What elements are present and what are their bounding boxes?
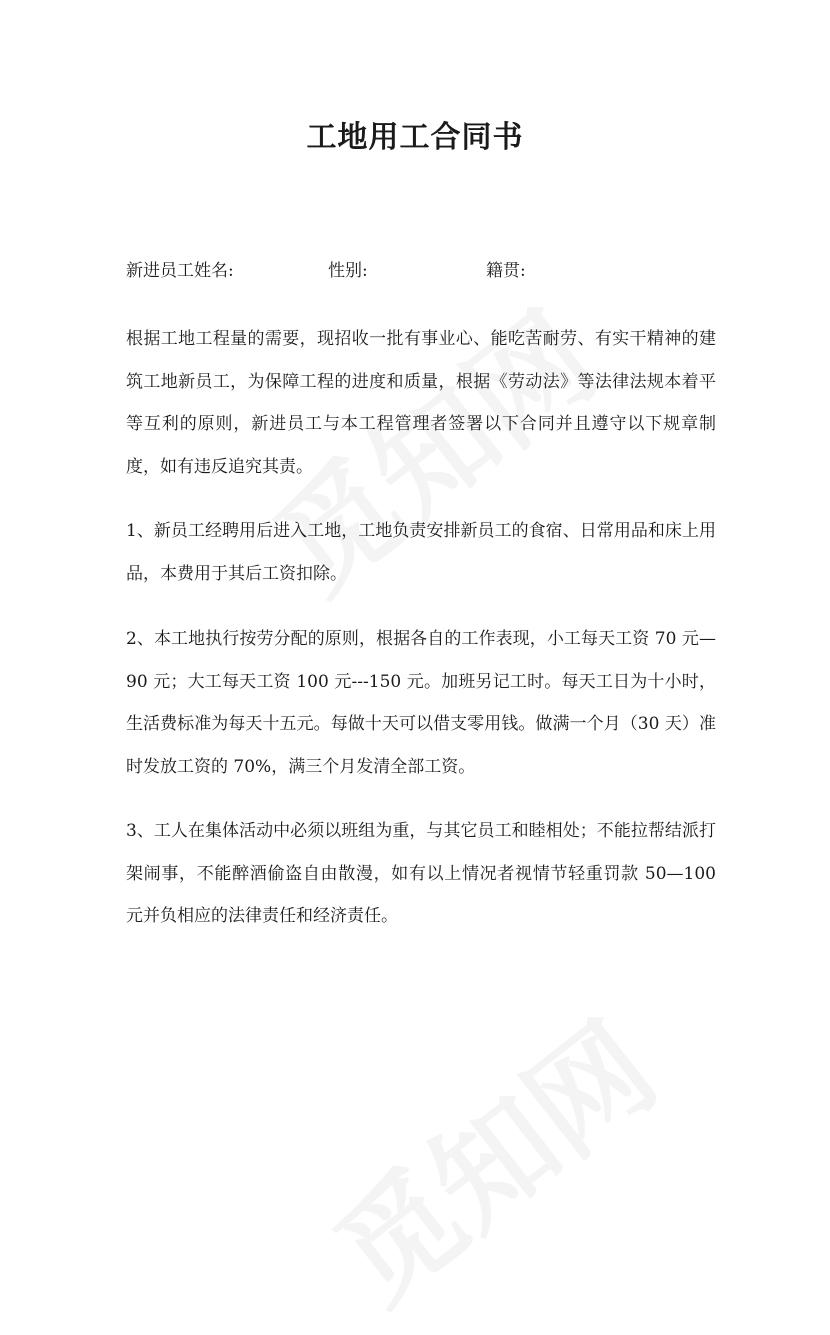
native-place-label: 籍贯: [486,261,526,281]
clause-2: 2、本工地执行按劳分配的原则，根据各自的工作表现，小工每天工资 70 元—90 元；大工每天工资 100 元---150 元。加班另记工时。每天工日为十小时，生活费标准为每天十五元。每做十天可以借支零用钱。做满一个月（30 天）准时发放工资的 70%，满三个月发清全部工资。 [126,629,716,777]
clause-3: 3、工人在集体活动中必须以班组为重，与其它员工和睦相处；不能拉帮结派打架闹事，不能醉酒偷盗自由散漫，如有以上情况者视情节轻重罚款 50—100 元并负相应的法律责任和经济责任。 [126,821,716,926]
clause-1: 1、新员工经聘用后进入工地，工地负责安排新员工的食宿、日常用品和床上用品，本费用于其后工资扣除。 [126,521,716,584]
intro-paragraph: 根据工地工程量的需要，现招收一批有事业心、能吃苦耐劳、有实干精神的建筑工地新员工，为保障工程的进度和质量，根据《劳动法》等法律法规本着平等互利的原则，新进员工与本工程管理者签署以下合同并且遵守以下规章制度，如有违反追究其责。 [126,329,716,477]
watermark [295,977,685,1334]
employee-info-fields [126,258,716,284]
employee-name-label: 新进员工姓名: [126,261,234,281]
gender-label: 性别: [328,261,368,281]
document-title: 工地用工合同书 [306,120,524,155]
